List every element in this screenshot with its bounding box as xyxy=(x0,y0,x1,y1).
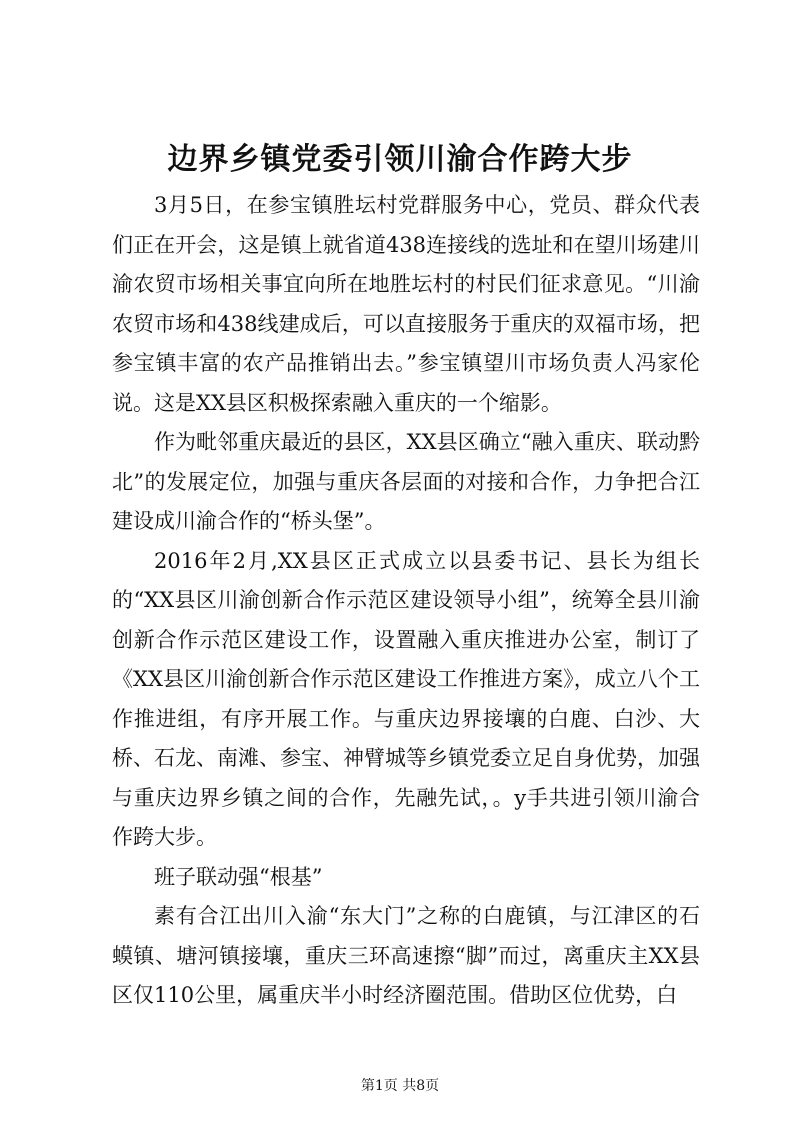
section-heading: 班子联动强“根基” xyxy=(154,864,323,889)
paragraph: 3月5日，在参宝镇胜坛村党群服务中心，党员、群众代表们正在开会，这是镇上就省道438连接线的选址和在望川场建川渝农贸市场相关事宜向所在地胜坛村的村民们征求意见。“川渝农贸市场和438线建成后，可以直接服务于重庆的双福市场，把参宝镇丰富的农产品推销出去。”参宝镇望川市场负责人冯家伦说。这是XX县区积极探索融入重庆的一个缩影。 xyxy=(112,193,700,415)
page-footer: 第1页 共8页 xyxy=(360,1078,440,1094)
document-title: 边界乡镇党委引领川渝合作跨大步 xyxy=(167,142,633,177)
paragraph: 作为毗邻重庆最近的县区，XX县区确立“融入重庆、联动黔北”的发展定位，加强与重庆各层面的对接和合作，力争把合江建设成川渝合作的“桥头堡”。 xyxy=(112,430,700,533)
paragraph: 2016年2月,XX县区正式成立以县委书记、县长为组长的“XX县区川渝创新合作示范区建设领导小组”，统筹全县川渝创新合作示范区建设工作，设置融入重庆推进办公室，制订了《XX县区川渝创新合作示范区建设工作推进方案》，成立八个工作推进组，有序开展工作。与重庆边界接壤的白鹿、白沙、大桥、石龙、南滩、参宝、神臂城等乡镇党委立足自身优势，加强与重庆边界乡镇之间的合作，先融先试，。y手共进引领川渝合作跨大步。 xyxy=(112,548,700,849)
document-body xyxy=(112,186,700,1016)
paragraph: 素有合江出川入渝“东大门”之称的白鹿镇，与江津区的石蟆镇、塘河镇接壤，重庆三环高速擦“脚”而过，离重庆主XX县区仅110公里，属重庆半小时经济圈范围。借助区位优势，白 xyxy=(112,904,700,1007)
